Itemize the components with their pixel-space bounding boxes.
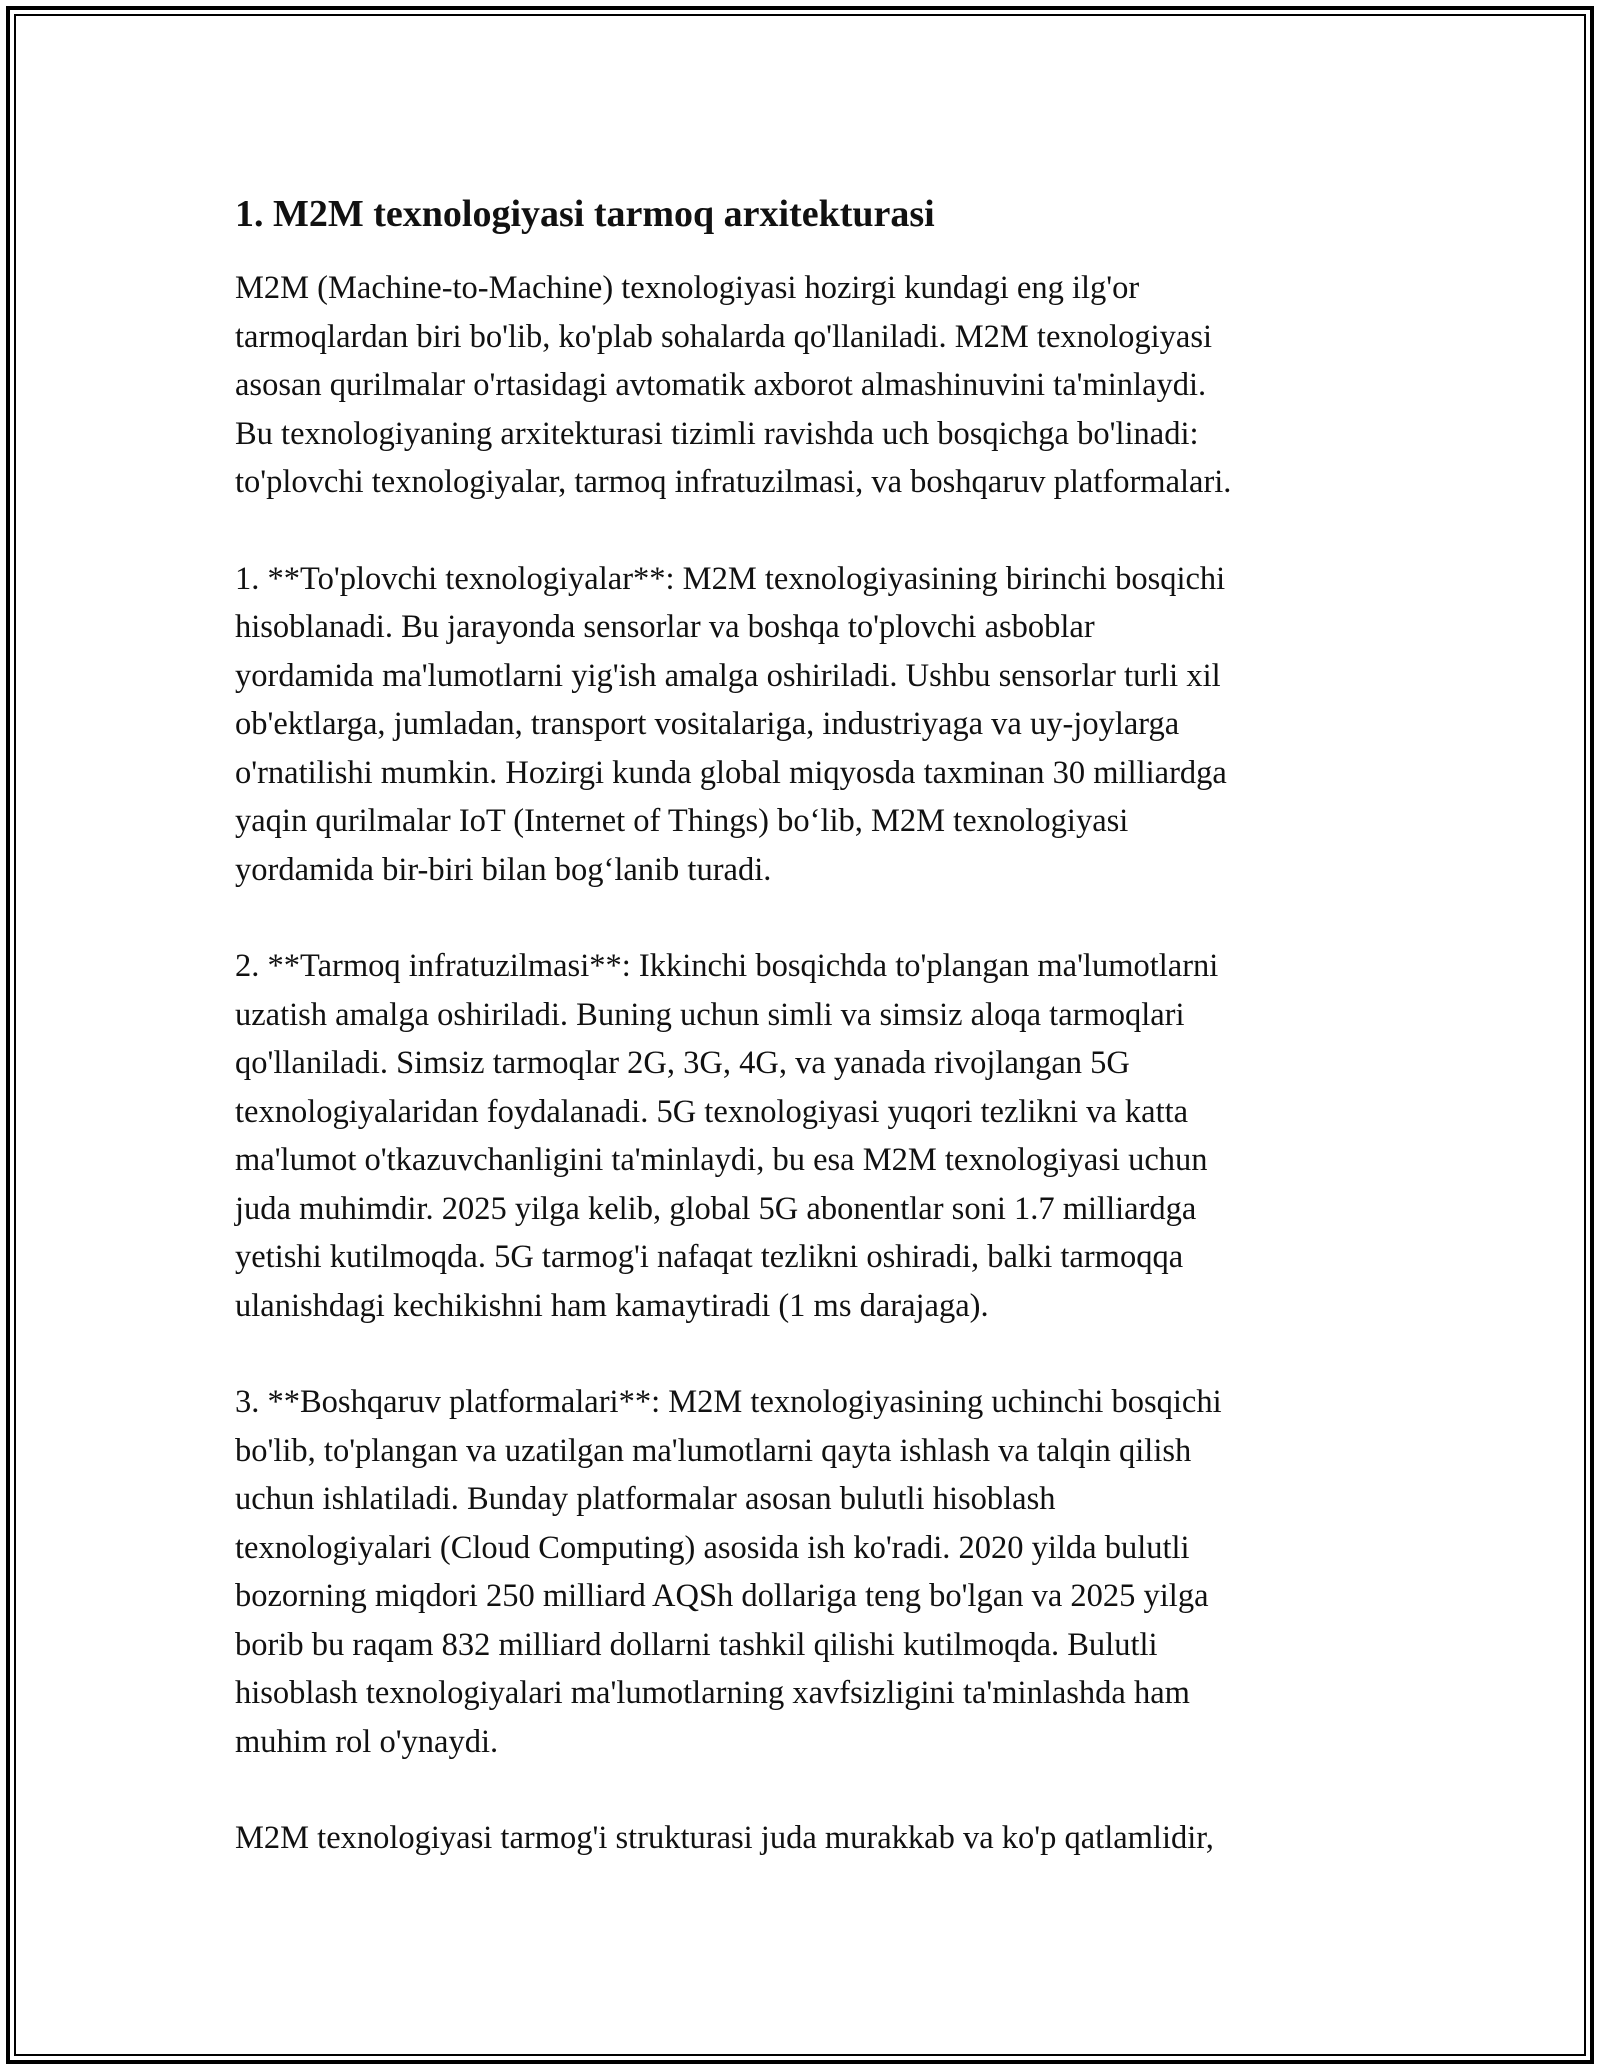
- text-line: bo'lib, to'plangan va uzatilgan ma'lumotlarni qayta ishlash va talqin qilish: [235, 1432, 1192, 1469]
- paragraph: [235, 555, 1385, 895]
- text-line: texnologiyalari (Cloud Computing) asosida ish ko'radi. 2020 yilda bulutli: [235, 1529, 1190, 1566]
- text-line: asosan qurilmalar o'rtasidagi avtomatik axborot almashinuvini ta'minlaydi.: [235, 367, 1207, 403]
- text-line: 3. **Boshqaruv platformalari**: M2M texnologiyasining uchinchi bosqichi: [235, 1384, 1222, 1420]
- text-line: muhim rol o'ynaydi.: [235, 1723, 499, 1760]
- text-line: 2. **Tarmoq infratuzilmasi**: Ikkinchi bosqichda to'plangan ma'lumotlarni: [235, 948, 1219, 984]
- text-line: hisoblanadi. Bu jarayonda sensorlar va boshqa to'plovchi asboblar: [235, 609, 1095, 645]
- text-line: yordamida bir-biri bilan bog‘lanib turadi.: [235, 851, 772, 888]
- paragraph: [235, 942, 1385, 1330]
- text-line: juda muhimdir. 2025 yilga kelib, global 5G abonentlar soni 1.7 milliardga: [235, 1190, 1197, 1227]
- text-line: qo'llaniladi. Simsiz tarmoqlar 2G, 3G, 4G, va yanada rivojlangan 5G: [235, 1045, 1130, 1081]
- text-line: M2M (Machine-to-Machine) texnologiyasi hozirgi kundagi eng ilg'or: [235, 270, 1140, 306]
- text-line: uchun ishlatiladi. Bunday platformalar asosan bulutli hisoblash: [235, 1481, 1056, 1517]
- text-line: M2M texnologiyasi tarmog'i strukturasi juda murakkab va ko'p qatlamlidir,: [235, 1820, 1214, 1856]
- paragraph: [235, 264, 1385, 507]
- text-line: to'plovchi texnologiyalar, tarmoq infratuzilmasi, va boshqaruv platformalari.: [235, 464, 1232, 500]
- text-line: yetishi kutilmoqda. 5G tarmog'i nafaqat tezlikni oshiradi, balki tarmoqqa: [235, 1239, 1184, 1275]
- paragraph: [235, 1378, 1385, 1766]
- document-title: 1. M2M texnologiyasi tarmoq arxitekturasi: [235, 193, 935, 235]
- document-page: [235, 186, 1385, 1911]
- paragraph: [235, 1814, 1385, 1863]
- text-line: ma'lumot o'tkazuvchanligini ta'minlaydi, bu esa M2M texnologiyasi uchun: [235, 1142, 1208, 1178]
- text-line: yordamida ma'lumotlarni yig'ish amalga oshiriladi. Ushbu sensorlar turli xil: [235, 657, 1221, 694]
- text-line: texnologiyalaridan foydalanadi. 5G texnologiyasi yuqori tezlikni va katta: [235, 1093, 1189, 1130]
- text-line: Bu texnologiyaning arxitekturasi tizimli ravishda uch bosqichga bo'linadi:: [235, 415, 1199, 452]
- text-line: yaqin qurilmalar IoT (Internet of Things) bo‘lib, M2M texnologiyasi: [235, 803, 1129, 839]
- document-body: [235, 264, 1385, 1863]
- text-line: tarmoqlardan biri bo'lib, ko'plab sohalarda qo'llaniladi. M2M texnologiyasi: [235, 318, 1213, 355]
- text-line: ulanishdagi kechikishni ham kamaytiradi (1 ms darajaga).: [235, 1287, 989, 1324]
- text-line: uzatish amalga oshiriladi. Buning uchun simli va simsiz aloqa tarmoqlari: [235, 996, 1185, 1033]
- text-line: borib bu raqam 832 milliard dollarni tashkil qilishi kutilmoqda. Bulutli: [235, 1626, 1158, 1663]
- text-line: ob'ektlarga, jumladan, transport vositalariga, industriyaga va uy-joylarga: [235, 706, 1180, 742]
- text-line: 1. **To'plovchi texnologiyalar**: M2M texnologiyasining birinchi bosqichi: [235, 560, 1226, 597]
- text-line: bozorning miqdori 250 milliard AQSh dollariga teng bo'lgan va 2025 yilga: [235, 1578, 1209, 1614]
- text-line: hisoblash texnologiyalari ma'lumotlarning xavfsizligini ta'minlashda ham: [235, 1675, 1190, 1711]
- text-line: o'rnatilishi mumkin. Hozirgi kunda global miqyosda taxminan 30 milliardga: [235, 754, 1227, 791]
